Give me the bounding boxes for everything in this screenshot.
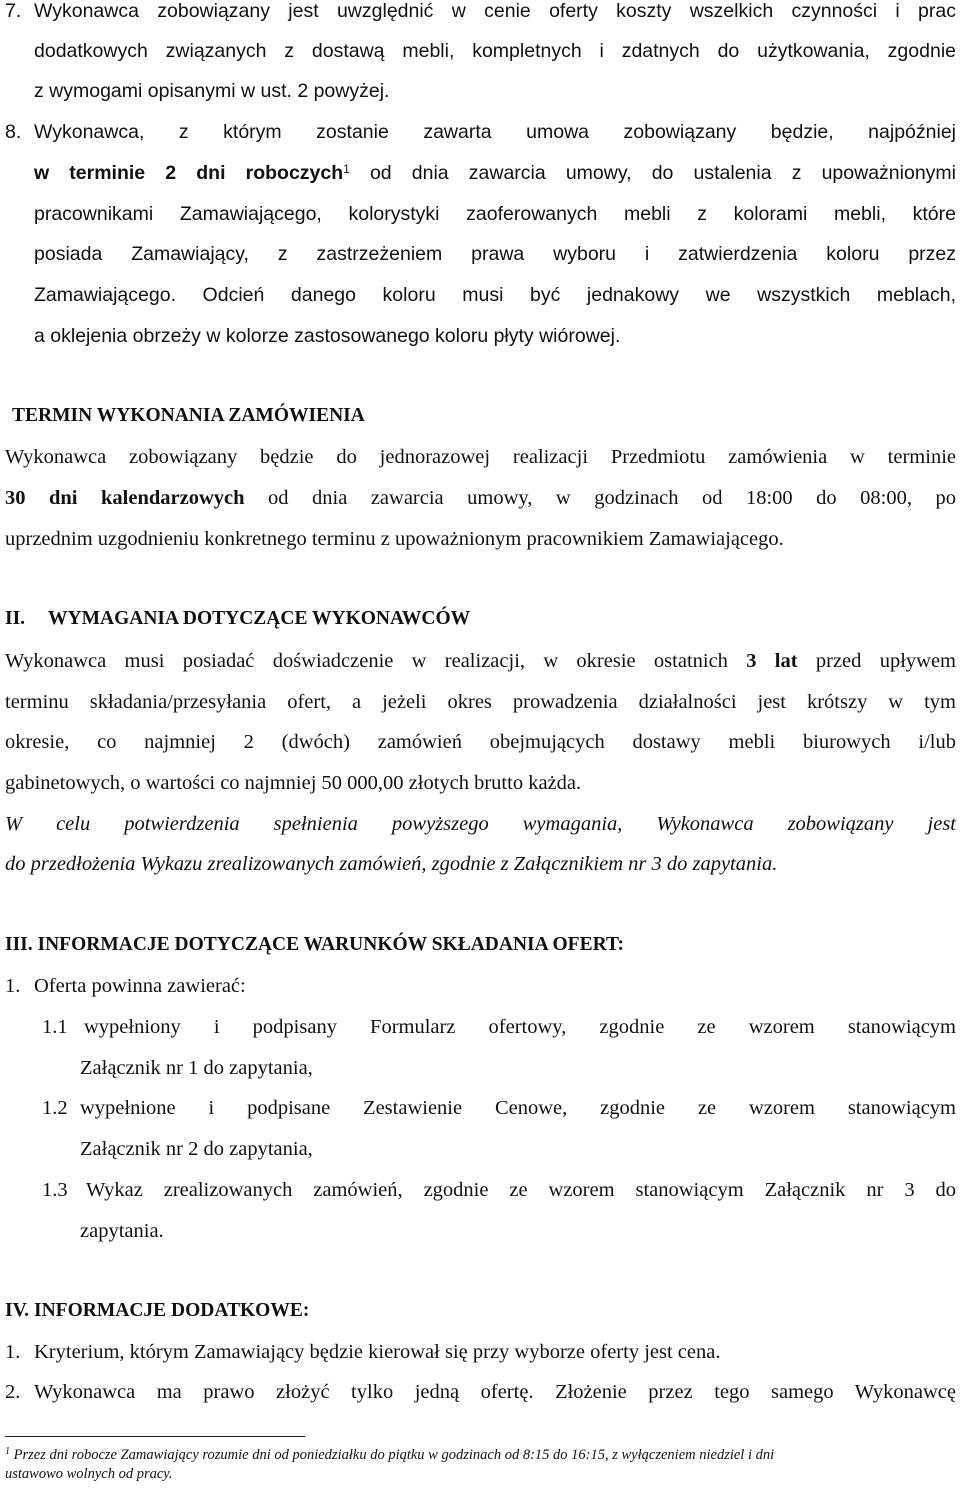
section-3-item-1-number: 1. [5, 975, 21, 997]
sub-item-line-2: Załącznik nr 2 do zapytania, [80, 1138, 313, 1160]
section-4-number: IV. [5, 1300, 30, 1321]
termin-heading: TERMIN WYKONANIA ZAMÓWIENIA [12, 405, 365, 426]
item-8-line-3: pracownikami Zamawiającego, kolorystyki zaoferowanych mebli z kolorami mebli, które [34, 203, 956, 225]
item-8-number: 8. [5, 121, 22, 143]
footnote-line-1 [5, 1447, 774, 1464]
item-8-line-6: a oklejenia obrzeży w kolorze zastosowanego koloru płyty wiórowej. [34, 325, 621, 347]
termin-line-2 [5, 487, 956, 510]
termin-line-3: uprzednim uzgodnieniu konkretnego terminu z upoważnionym pracownikiem Zamawiającego. [5, 528, 784, 550]
section-2-line-1 [5, 650, 956, 673]
item-7-line-3: z wymogami opisanymi w ust. 2 powyżej. [34, 80, 390, 102]
sub-item-number: 1.1 [42, 1016, 68, 1038]
item-8-line-4: posiada Zamawiający, z zastrzeżeniem prawa wyboru i zatwierdzenia koloru przez [34, 243, 956, 265]
footnote-text-1: Przez dni robocze Zamawiający rozumie dni od poniedziałku do piątku w godzinach od 8:15 do 16:15, z wyłączeniem niedziel i dni [13, 1447, 775, 1463]
item-8-line-5: Zamawiającego. Odcień danego koloru musi być jednakowy we wszystkich meblach, [34, 284, 956, 306]
sub-item-number: 1.2 [42, 1097, 68, 1119]
item-8-line-2-rest: od dnia zawarcia umowy, do ustalenia z upoważnionymi [349, 162, 956, 184]
item-7-number: 7. [5, 0, 22, 22]
section-4-item-text: Kryterium, którym Zamawiający będzie kierował się przy wyborze oferty jest cena. [34, 1341, 721, 1363]
years-bold: 3 lat [746, 650, 798, 672]
section-2-line-2: terminu składania/przesyłania ofert, a jeżeli okres prowadzenia działalności jest krótszy w tym [5, 691, 956, 713]
section-2-line-1-a: Wykonawca musi posiadać doświadczenie w realizacji, w okresie ostatnich [5, 650, 747, 672]
section-4-item-number: 1. [5, 1341, 21, 1363]
termin-days-bold: 30 dni kalendarzowych [5, 487, 245, 509]
section-2-line-4: gabinetowych, o wartości co najmniej 50 000,00 złotych brutto każda. [5, 772, 582, 794]
item-8-line-1: Wykonawca, z którym zostanie zawarta umowa zobowiązany będzie, najpóźniej [34, 121, 956, 143]
section-2-number: II. [5, 608, 26, 629]
sub-item-line-1: wypełniony i podpisany Formularz ofertowy, zgodnie ze wzorem stanowiącym [84, 1016, 956, 1038]
section-3-heading: III. INFORMACJE DOTYCZĄCE WARUNKÓW SKŁADANIA OFERT: [5, 934, 625, 955]
sub-item-number: 1.3 [42, 1179, 68, 1201]
section-3-item-1-text: Oferta powinna zawierać: [34, 975, 246, 997]
section-4-item-number: 2. [5, 1381, 21, 1403]
footnote-rule [5, 1436, 305, 1437]
item-8-line-2 [34, 162, 956, 185]
item-7-line-1: Wykonawca zobowiązany jest uwzględnić w cenie oferty koszty wszelkich czynności i prac [34, 0, 956, 22]
termin-line-1: Wykonawca zobowiązany będzie do jednorazowej realizacji Przedmiotu zamówienia w terminie [5, 446, 956, 468]
footnote-ref: 1 [343, 162, 350, 176]
section-2-italic-line-1: W celu potwierdzenia spełnienia powyższego wymagania, Wykonawca zobowiązany jest [5, 813, 956, 835]
section-2-heading: WYMAGANIA DOTYCZĄCE WYKONAWCÓW [48, 608, 471, 629]
deadline-bold: w terminie 2 dni roboczych [34, 162, 344, 184]
item-7-line-2: dodatkowych związanych z dostawą mebli, kompletnych i zdatnych do użytkowania, zgodnie [34, 40, 956, 62]
sub-item-line-1: Wykaz zrealizowanych zamówień, zgodnie ze wzorem stanowiącym Załącznik nr 3 do [86, 1179, 956, 1201]
section-2-line-3: okresie, co najmniej 2 (dwóch) zamówień obejmujących dostawy mebli biurowych i/lub [5, 731, 956, 753]
section-2-line-1-b: przed upływem [797, 650, 956, 672]
sub-item-line-1: wypełnione i podpisane Zestawienie Cenowe, zgodnie ze wzorem stanowiącym [80, 1097, 956, 1119]
sub-item-line-2: Załącznik nr 1 do zapytania, [80, 1057, 313, 1079]
footnote-line-2: ustawowo wolnych od pracy. [5, 1466, 173, 1482]
section-2-italic-line-2: do przedłożenia Wykazu zrealizowanych zamówień, zgodnie z Załącznikiem nr 3 do zapytania. [5, 853, 778, 875]
section-4-item-text: Wykonawca ma prawo złożyć tylko jedną ofertę. Złożenie przez tego samego Wykonawcę [34, 1381, 956, 1403]
termin-line-2-rest: od dnia zawarcia umowy, w godzinach od 18:00 do 08:00, po [244, 487, 957, 509]
sub-item-line-2: zapytania. [80, 1220, 164, 1242]
footnote-mark: 1 [5, 1446, 10, 1457]
section-4-heading: INFORMACJE DODATKOWE: [34, 1300, 310, 1321]
